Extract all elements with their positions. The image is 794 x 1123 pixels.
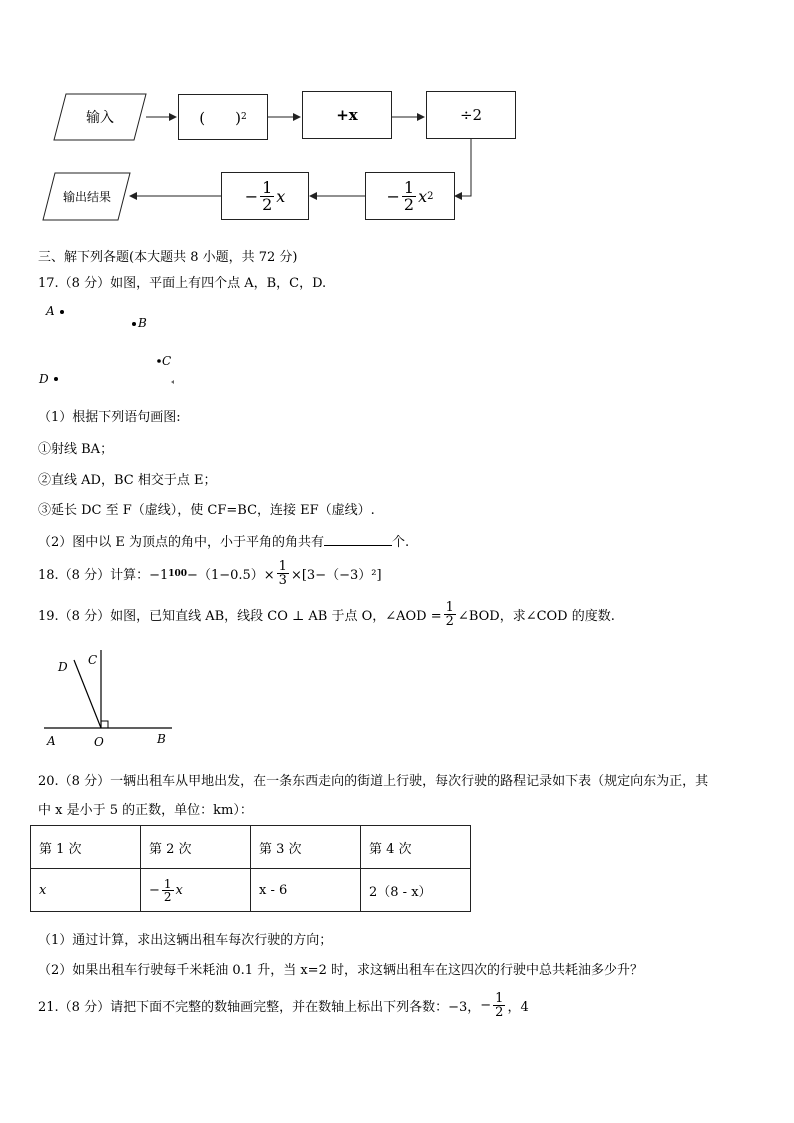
q17-label-C: C — [162, 354, 172, 368]
q19-label-A: A — [47, 734, 56, 748]
q20-line1: 20.（8 分）一辆出租车从甲地出发，在一条东西走向的街道上行驶，每次行驶的路程记录如下表（规定向东为正，其 — [38, 774, 709, 789]
q17-item2: ②直线 AD，BC 相交于点 E； — [38, 473, 217, 488]
q19-label-O: O — [94, 735, 104, 749]
q17-prompt: 17.（8 分）如图，平面上有四个点 A，B，C，D. — [38, 276, 327, 291]
q17-label-B: B — [138, 316, 147, 330]
q20-header-4: 第 4 次 — [361, 826, 471, 869]
flow-output: 输出结果 — [62, 190, 111, 204]
q17-label-D: D — [39, 372, 49, 386]
q20-cell-1: x — [31, 869, 141, 912]
flow-neg-half-x2-box: − $\frac{1}{2}$ x 2 — [365, 172, 455, 220]
q19-label-B: B — [157, 732, 166, 746]
q21-prompt: 21.（8 分）请把下面不完整的数轴画完整，并在数轴上标出下列各数：−3， − $\frac{1}{2}$ ，4 — [38, 991, 529, 1020]
q17-point-C — [157, 359, 161, 363]
q20-cell-2: − $\frac{1}{2}$ x — [141, 869, 251, 912]
q19-label-C: C — [88, 653, 98, 667]
flow-divide-box: ÷2 — [426, 91, 516, 139]
q20-cell-3: x - 6 — [251, 869, 361, 912]
q17-answer-blank — [324, 533, 392, 546]
q20-cell-4: 2（8 - x） — [361, 869, 471, 912]
q17-sub2: （2）图中以 E 为顶点的角中，小于平角的角共有 个. — [38, 535, 410, 550]
q20-header-3: 第 3 次 — [251, 826, 361, 869]
q19-prompt: 19.（8 分）如图，已知直线 AB，线段 CO ⊥ AB 于点 O，∠AOD = $\frac{1}{2}$ ∠BOD，求∠COD 的度数. — [38, 600, 615, 629]
q20-header-2: 第 2 次 — [141, 826, 251, 869]
q20-line2: 中 x 是小于 5 的正数，单位：km）： — [38, 803, 253, 818]
flow-neg-half-x-box: − $\frac{1}{2}$ x — [221, 172, 309, 220]
q20-header-1: 第 1 次 — [31, 826, 141, 869]
q19-ray-OD — [74, 660, 101, 728]
flow-square-box: ( ) 2 — [178, 94, 268, 140]
q20-table — [30, 825, 471, 912]
q18-expression: 18.（8 分）计算：−1 100 −（1−0.5）× $\frac{1}{3}$ ×[3−（−3）²] — [38, 559, 382, 588]
q17-point-A — [60, 310, 64, 314]
q20-sub1: （1）通过计算，求出这辆出租车每次行驶的方向； — [38, 933, 333, 948]
q17-sub1: （1）根据下列语句画图: — [38, 410, 181, 425]
section-heading: 三、解下列各题(本大题共 8 小题，共 72 分) — [38, 250, 298, 265]
q20-sub2: （2）如果出租车行驶每千米耗油 0.1 升，当 x=2 时，求这辆出租车在这四次的行驶中总共耗油多少升？ — [38, 963, 643, 978]
flow-add-x-box: +x — [302, 91, 392, 139]
q17-point-D — [54, 377, 58, 381]
q17-label-A: A — [46, 304, 55, 318]
q19-label-D: D — [58, 660, 68, 674]
q17-item3: ③延长 DC 至 F（虚线），使 CF=BC，连接 EF（虚线）. — [38, 503, 375, 518]
flow-input: 输入 — [86, 110, 114, 126]
q17-item1: ①射线 BA； — [38, 442, 114, 457]
q17-point-B — [132, 322, 136, 326]
